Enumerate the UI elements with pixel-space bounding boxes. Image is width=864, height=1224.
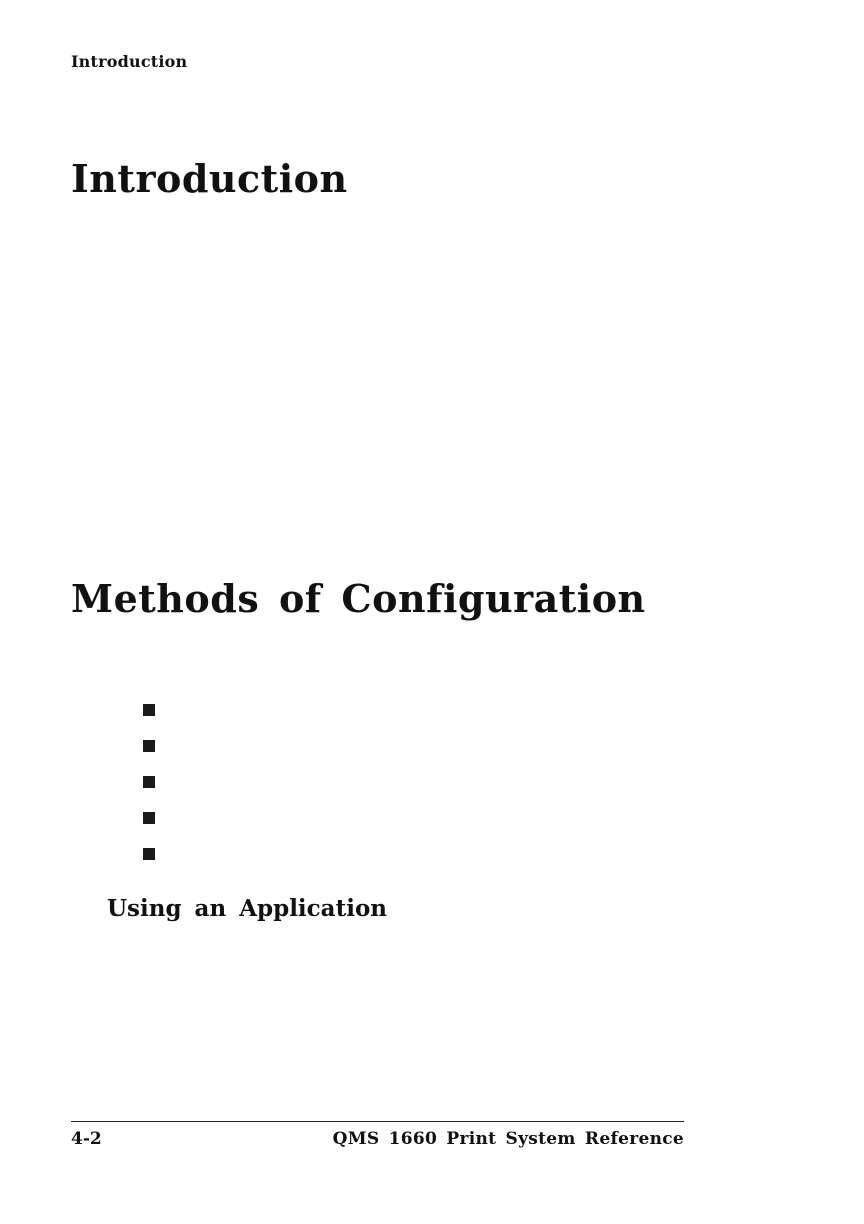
methods-bullet-list — [143, 701, 155, 881]
list-item — [143, 737, 155, 773]
footer-divider — [71, 1121, 684, 1122]
page-number: 4-2 — [71, 1129, 102, 1149]
list-item — [143, 773, 155, 809]
list-item — [143, 845, 155, 881]
section-heading-introduction: Introduction — [71, 156, 348, 201]
footer-document-title: QMS 1660 Print System Reference — [332, 1129, 684, 1149]
list-item — [143, 809, 155, 845]
list-item — [143, 701, 155, 737]
square-bullet-icon — [143, 776, 155, 788]
square-bullet-icon — [143, 704, 155, 716]
section-heading-methods-of-configuration: Methods of Configuration — [71, 576, 646, 621]
subsection-heading-using-an-application: Using an Application — [107, 895, 388, 922]
square-bullet-icon — [143, 740, 155, 752]
square-bullet-icon — [143, 848, 155, 860]
running-head: Introduction — [71, 52, 188, 71]
square-bullet-icon — [143, 812, 155, 824]
